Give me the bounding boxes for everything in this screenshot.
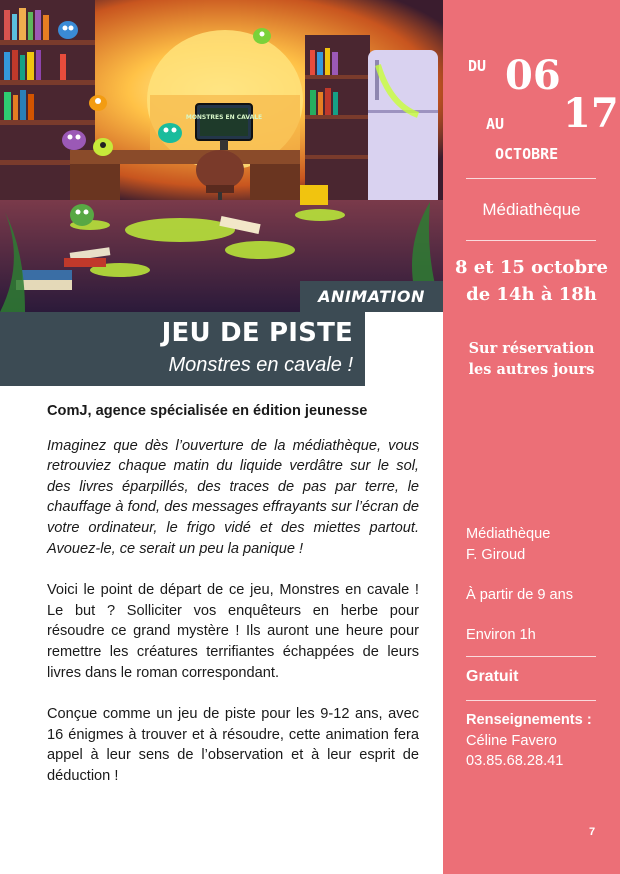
reservation-line: Sur réservation <box>468 340 595 357</box>
session-days: 8 et 15 octobre <box>455 257 608 278</box>
date-au: AU <box>486 115 505 133</box>
body-paragraph: Voici le point de départ de ce jeu, Monstres en cavale ! Le but ? Solliciter vos enquêteurs en herbe pour résoudre ce grand mystère ! Ils auront une heure pour remettre les créatures terrifiantes échappées de leurs livres dans le roman correspondant. <box>47 582 419 681</box>
date-month: OCTOBRE <box>495 145 559 163</box>
page-title: JEU DE PISTE <box>161 318 353 348</box>
session-hours: de 14h à 18h <box>466 284 597 305</box>
reservation-note <box>443 338 620 380</box>
body-paragraph: Conçue comme un jeu de piste pour les 9-12 ans, avec 16 énigmes à trouver et à résoudre, cette animation fera appel à leur sens de l’observation et à leur esprit de déduction ! <box>47 706 419 784</box>
contact-name: Céline Favero <box>466 732 557 749</box>
article-body <box>47 401 419 808</box>
date-end-day: 17 <box>563 90 619 137</box>
location-block <box>466 524 550 565</box>
divider <box>466 240 596 241</box>
lead-line: ComJ, agence spécialisée en édition jeunesse <box>47 403 368 419</box>
age-info: À partir de 9 ans <box>466 587 574 603</box>
divider <box>466 700 596 701</box>
divider <box>466 656 596 657</box>
divider <box>466 178 596 179</box>
date-du: DU <box>468 57 487 75</box>
page-number: 7 <box>589 826 596 838</box>
library-scene-image <box>0 0 443 312</box>
animation-tag: ANIMATION <box>300 281 443 312</box>
page-subtitle: Monstres en cavale ! <box>168 354 353 376</box>
venue-label: Médiathèque <box>482 200 581 219</box>
info-sidebar <box>443 0 620 874</box>
price-info: Gratuit <box>466 668 519 685</box>
intro-paragraph: Imaginez que dès l’ouverture de la médiathèque, vous retrouviez chaque matin du liquide verdâtre sur le sol, des livres éparpillés, des traces de pas par terre, le chauffage à fond, des messages effrayants sur l’écran de votre ordinateur, le frigo vidé et des miettes partout. Avouez-le, ce serait un peu la panique ! <box>47 437 419 557</box>
contact-phone: 03.85.68.28.41 <box>466 753 564 770</box>
location-name-2: F. Giroud <box>466 546 526 563</box>
monitor-text: MONSTRES EN CAVALE <box>185 114 263 121</box>
contact-block <box>466 710 592 772</box>
session-dates <box>443 254 620 308</box>
location-name: Médiathèque <box>466 526 551 542</box>
reservation-line: les autres jours <box>468 361 595 378</box>
contact-label: Renseignements : <box>466 712 592 728</box>
title-box <box>0 312 365 386</box>
date-start-day: 06 <box>505 52 561 99</box>
duration-info: Environ 1h <box>466 627 536 643</box>
cover-illustration <box>0 0 443 312</box>
